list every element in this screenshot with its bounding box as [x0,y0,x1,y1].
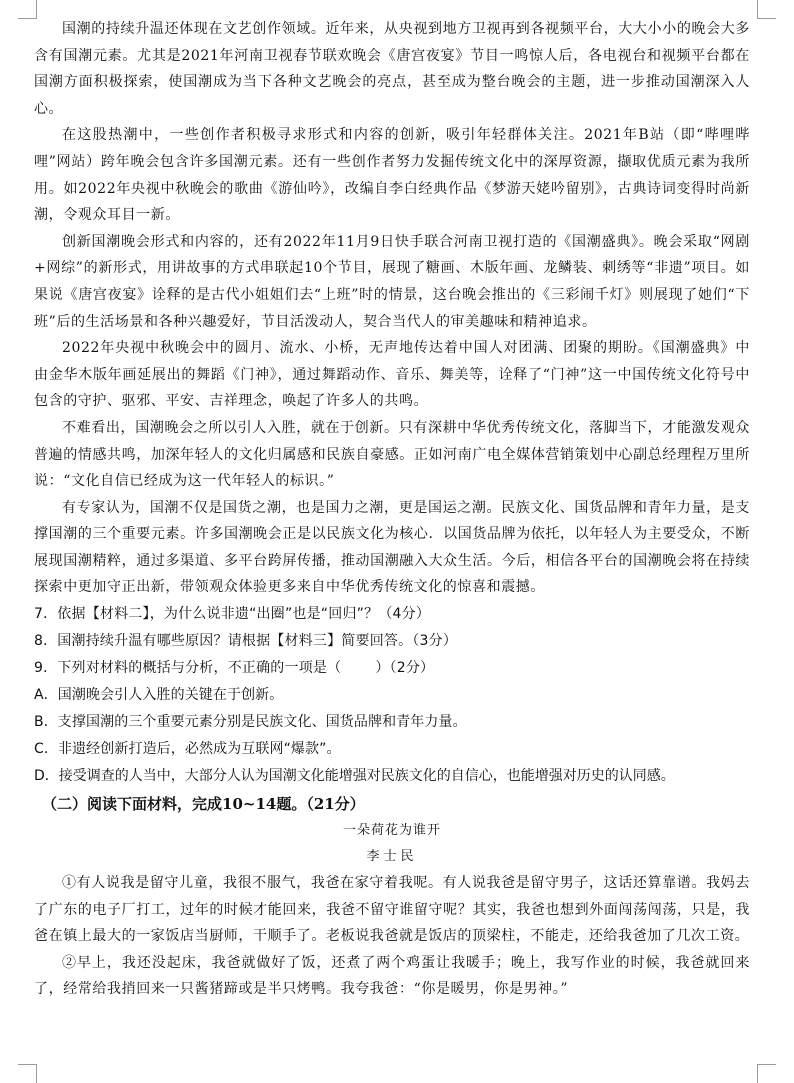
paragraph: 国潮的持续升温还体现在文艺创作领域。近年来，从央视到地方卫视再到各视频平台，大大小小的晚会大多含有国潮元素。尤其是2021年河南卫视春节联欢晚会《唐宫夜宴》节目一鸣惊人后，各电视台和视频平台都在国潮方面积极探索，使国潮成为当下各种文艺晚会的亮点，甚至成为整台晚会的主题，进一步推动国潮深入人心。 [34,21,750,117]
question-9-stem: 9．下列对材料的概括与分析，不正确的一项是（ [34,660,342,677]
option-c: C．非遗经创新打造后，必然成为互联网“爆款”。 [34,741,341,758]
crop-mark-bottom-right [757,1064,776,1083]
question-8: 8．国潮持续升温有哪些原因？请根据【材料三】简要回答。（3分） [34,633,458,650]
question-9-score: ）（2分） [375,660,435,677]
story-paragraph: ②早上，我还没起床，我爸就做好了饭，还煮了两个鸡蛋让我暖手；晚上，我写作业的时候，我爸就回来了，经常给我捎回来一只酱猪蹄或是半只烤鸭。我夸我爸：“你是暖男，你是男神。” [34,954,750,998]
question-9 [34,655,750,682]
crop-mark-bottom-left [18,1064,37,1083]
section-heading: （二）阅读下面材料，完成10~14题。（21分） [42,795,365,814]
paragraph: 2022年央视中秋晚会中的圆月、流水、小桥，无声地传达着中国人对团满、团聚的期盼。《国潮盛典》中由金华木版年画延展出的舞蹈《门神》，通过舞蹈动作、音乐、舞美等，诠释了“门神”这一中国传统文化符号中包含的守护、驱邪、平安、吉祥理念，唤起了许多人的共鸣。 [34,340,750,410]
story-title: 一朵荷花为谁开 [342,823,441,839]
paragraph: 有专家认为，国潮不仅是国货之潮，也是国力之潮，更是国运之潮。民族文化、国货品牌和青年力量，是支撑国潮的三个重要元素。许多国潮晚会正是以民族文化为核心．以国货品牌为依托，以年轻人为主要受众，不断展现国潮精粹，通过多渠道、多平台跨屏传播，推动国潮融入大众生活。今后，相信各平台的国潮晚会将在持续探索中更加守正出新，带领观众体验更多来自中华优秀传统文化的惊喜和震撼。 [34,499,750,596]
paragraph: 创新国潮晚会形式和内容的，还有2022年11月9日快手联合河南卫视打造的《国潮盛典》。晚会采取“网剧+网综”的新形式，用讲故事的方式串联起10个节目，展现了糖画、木版年画、龙鳞装、刺绣等“非遗”项目。如果说《唐宫夜宴》诠释的是古代小姐姐们去“上班”时的情景，这台晚会推出的《三彩闹千灯》则展现了她们“下班”后的生活场景和各种兴趣爱好，节目活泼动人，契合当代人的审美趣味和精神追求。 [34,233,750,330]
question-7: 7．依据【材料二】，为什么说非遗“出圈”也是“回归”？（4分） [34,606,431,623]
story-paragraph: ①有人说我是留守儿童，我很不服气，我爸在家守着我呢。有人说我爸是留守男子，这话还算靠谱。我妈去了广东的电子厂打工，过年的时候才能回来，我爸不留守谁留守呢？其实，我爸也想到外面闯荡闯荡，只是，我爸在镇上最大的一家饭店当厨师，干顺手了。老板说我爸就是饭店的顶梁柱，不能走，还给我爸加了几次工资。 [34,875,750,945]
exam-page [34,16,750,1003]
paragraph: 在这股热潮中，一些创作者积极寻求形式和内容的创新，吸引年轻群体关注。2021年B站（即“哔哩哔哩”网站）跨年晚会包含许多国潮元素。还有一些创作者努力发掘传统文化中的深厚资源，撷取优质元素为我所用。如2022年央视中秋晚会的歌曲《游仙吟》，改编自李白经典作品《梦游天姥吟留别》，古典诗词变得时尚新潮，令观众耳目一新。 [34,127,750,224]
paragraph: 不难看出，国潮晚会之所以引人入胜，就在于创新。只有深耕中华优秀传统文化，落脚当下，才能激发观众普遍的情感共鸣，加深年轻人的文化归属感和民族自豪感。正如河南广电全媒体营销策划中心副总经理程万里所说：“文化自信已经成为这一代年轻人的标识。” [34,419,750,490]
option-a: A．国潮晚会引人入胜的关键在于创新。 [34,687,284,704]
option-d: D．接受调查的人当中，大部分人认为国潮文化能增强对民族文化的自信心，也能增强对历史的认同感。 [34,768,675,785]
story-author: 李士民 [366,849,418,865]
crop-mark-top-right [757,0,776,19]
option-b: B．支撑国潮的三个重要元素分别是民族文化、国货品牌和青年力量。 [34,714,467,731]
